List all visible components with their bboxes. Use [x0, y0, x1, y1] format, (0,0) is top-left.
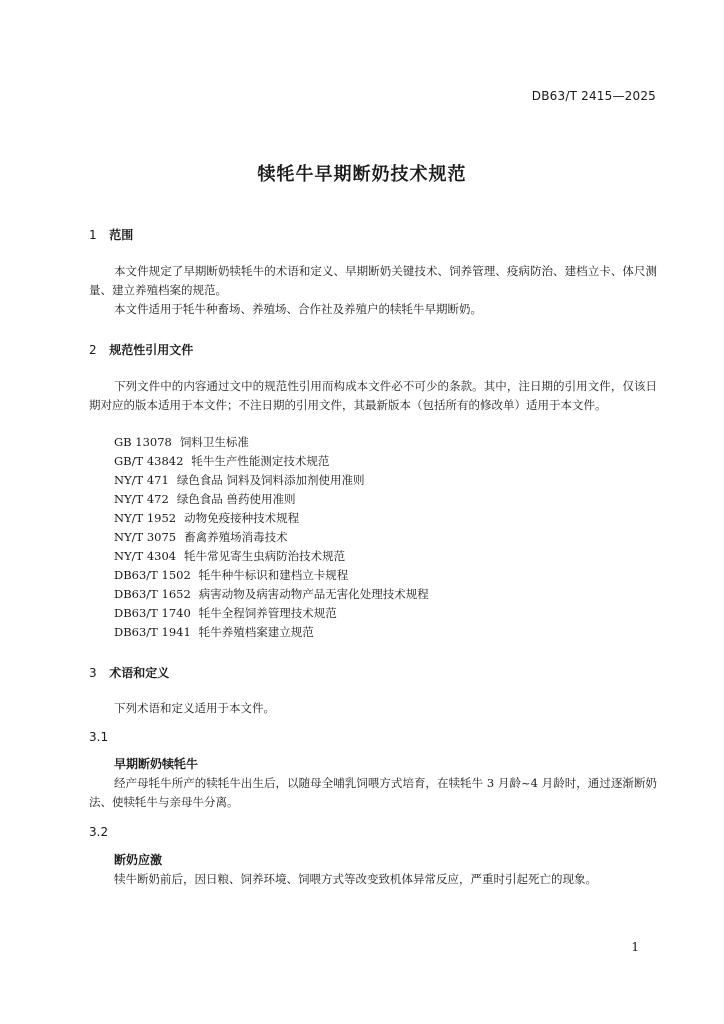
reference-item: [114, 585, 429, 604]
section-heading-terms-and-definitions: [89, 664, 169, 681]
section-title: 规范性引用文件: [109, 343, 194, 357]
reference-code: DB63/T 1652: [114, 587, 191, 601]
scope-paragraph-1: [89, 262, 657, 300]
document-title: 犊牦牛早期断奶技术规范: [257, 164, 467, 185]
reference-item: [114, 528, 429, 547]
section-title: 范围: [109, 228, 134, 242]
reference-code: GB/T 43842: [114, 454, 184, 468]
paragraph-text: 犊牛断奶前后，因日粮、饲养环境、饲喂方式等改变致机体异常反应，严重时引起死亡的现象。: [114, 872, 597, 886]
reference-item: [114, 452, 429, 471]
reference-title: 牦牛养殖档案建立规范: [198, 625, 314, 639]
term-number: 3.1: [89, 730, 109, 744]
term-name: 断奶应激: [114, 853, 163, 867]
reference-title: 动物免疫接种技术规程: [184, 511, 300, 525]
scope-paragraph-2: [89, 300, 657, 319]
paragraph-text: 下列术语和定义适用于本文件。: [114, 701, 275, 715]
reference-item: [114, 433, 429, 452]
reference-code: DB63/T 1740: [114, 606, 191, 620]
reference-code: NY/T 472: [114, 492, 169, 506]
term-definition: [89, 870, 657, 889]
paragraph-text: 下列文件中的内容通过文中的规范性引用而构成本文件必不可少的条款。其中，注日期的引用文件，仅该日期对应的版本适用于本文件；不注日期的引用文件，其最新版本（包括所有的修改单）适用于本文件。: [89, 379, 657, 412]
reference-title: 牦牛种牛标识和建档立卡规程: [198, 568, 349, 582]
reference-item: [114, 547, 429, 566]
reference-code: GB 13078: [114, 435, 172, 449]
term-definition: [89, 774, 657, 812]
reference-item: [114, 604, 429, 623]
reference-title: 牦牛常见寄生虫病防治技术规范: [184, 549, 346, 563]
reference-title: 饲料卫生标准: [179, 435, 249, 449]
section-number: 2: [89, 343, 97, 357]
reference-title: 绿色食品 兽药使用准则: [176, 492, 296, 506]
reference-code: DB63/T 1502: [114, 568, 191, 582]
paragraph-text: 本文件适用于牦牛种畜场、养殖场、合作社及养殖户的犊牦牛早期断奶。: [114, 302, 482, 316]
section-number: 1: [89, 228, 97, 242]
section-heading-normative-references: [89, 341, 193, 358]
reference-code: NY/T 4304: [114, 549, 177, 563]
reference-item: [114, 509, 429, 528]
reference-item: [114, 566, 429, 585]
reference-title: 牦牛生产性能测定技术规范: [191, 454, 330, 468]
reference-title: 绿色食品 饲料及饲料添加剂使用准则: [176, 473, 365, 487]
reference-title: 畜禽养殖场消毒技术: [184, 530, 288, 544]
document-code: DB63/T 2415—2025: [531, 89, 656, 103]
reference-item: [114, 490, 429, 509]
references-intro-paragraph: [89, 377, 657, 415]
reference-item: [114, 471, 429, 490]
reference-item: [114, 623, 429, 642]
reference-title: 病害动物及病害动物产品无害化处理技术规程: [198, 587, 429, 601]
section-heading-scope: [89, 226, 133, 243]
term-number: 3.2: [89, 825, 109, 839]
term-name: 早期断奶犊牦牛: [114, 757, 199, 771]
reference-list: [114, 433, 429, 642]
paragraph-text: 经产母牦牛所产的犊牦牛出生后，以随母全哺乳饲喂方式培育，在犊牦牛 3 月龄~4 月龄时，通过逐渐断奶法、使犊牦牛与亲母牛分离。: [89, 776, 657, 809]
reference-title: 牦牛全程饲养管理技术规范: [198, 606, 337, 620]
section-number: 3: [89, 666, 97, 680]
reference-code: DB63/T 1941: [114, 625, 191, 639]
paragraph-text: 本文件规定了早期断奶犊牦牛的术语和定义、早期断奶关键技术、饲养管理、疫病防治、建档立卡、体尺测量、建立养殖档案的规范。: [89, 264, 657, 297]
reference-code: NY/T 471: [114, 473, 169, 487]
terms-intro-paragraph: [89, 699, 657, 718]
reference-code: NY/T 3075: [114, 530, 177, 544]
reference-code: NY/T 1952: [114, 511, 177, 525]
section-title: 术语和定义: [109, 666, 170, 680]
page-number: 1: [631, 940, 639, 954]
